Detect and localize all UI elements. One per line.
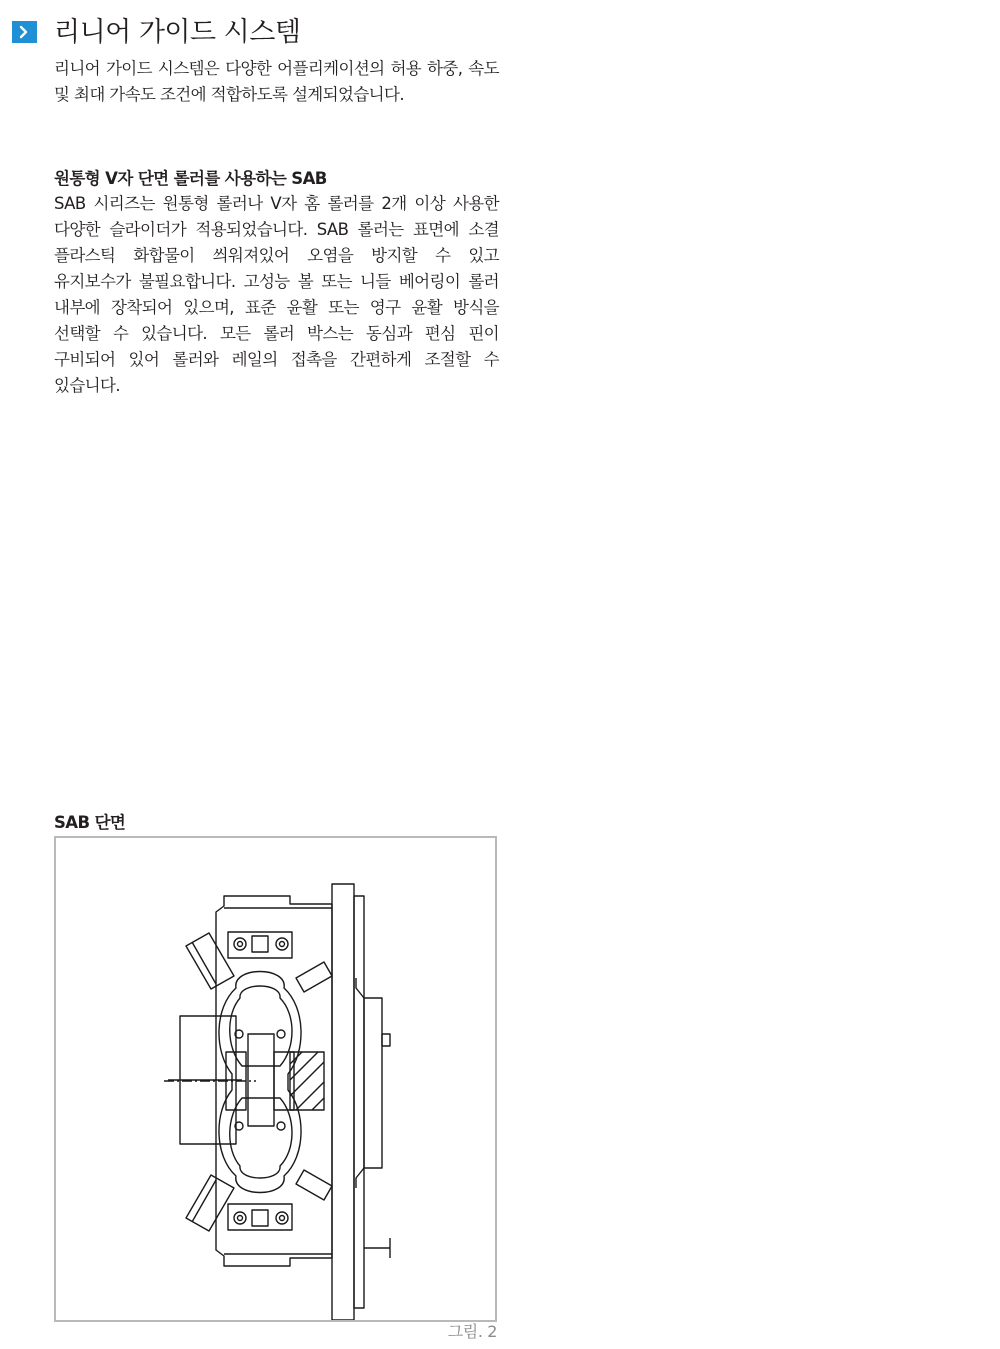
section-bullet xyxy=(12,21,37,43)
section-title: 리니어 가이드 시스템 xyxy=(54,17,301,48)
sab-cross-section-figure xyxy=(54,836,497,1322)
intro-paragraph: 리니어 가이드 시스템은 다양한 어플리케이션의 허용 하중, 속도 및 최대 가속도 조건에 적합하도록 설계되었습니다. xyxy=(54,59,499,104)
chevron-right-icon xyxy=(12,21,37,43)
figure-title: SAB 단면 xyxy=(54,813,126,832)
sab-cross-section-drawing xyxy=(56,838,495,1320)
sab-description: SAB 시리즈는 원통형 롤러나 V자 홈 롤러를 2개 이상 사용한 다양한 슬라이더가 적용되었습니다. SAB 롤러는 표면에 소결 플라스틱 화합물이 씌워져있어 오염을 방지할 수 있고 유지보수가 불필요합니다. 고성능 볼 또는 니들 베어링이 롤러 내부에 장착되어 있으며, 표준 윤활 또는 영구 윤활 방식을 선택할 수 있습니다. 모든 롤러 박스는 동심과 편심 핀이 구비되어 있어 롤러와 레일의 접촉을 간편하게 조절할 수 있습니다. xyxy=(54,194,499,395)
figure-caption: 그림. 2 xyxy=(447,1322,497,1341)
sab-heading: 원통형 V자 단면 롤러를 사용하는 SAB xyxy=(54,169,327,188)
